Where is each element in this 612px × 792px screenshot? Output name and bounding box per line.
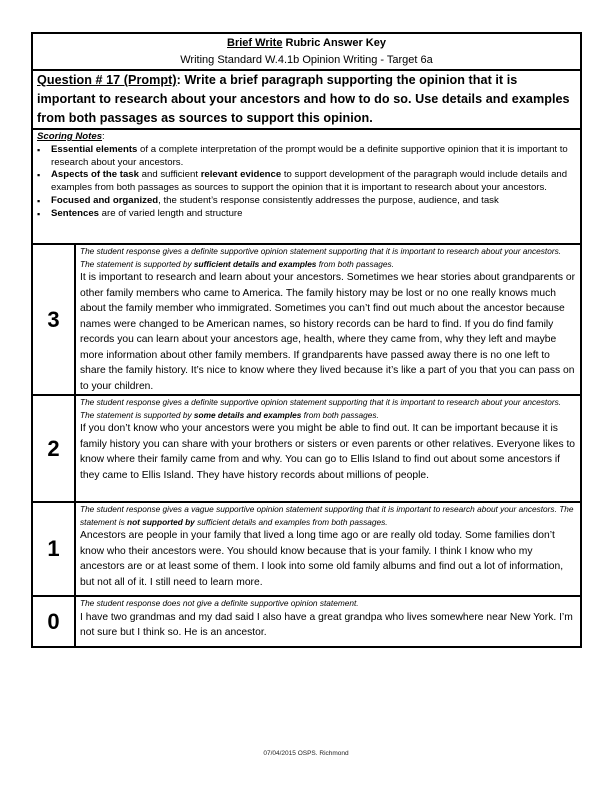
desc-text: The student response gives a definite supportive opinion statement supporting that it is important to research about your ancestors. The statement is supported by (80, 246, 562, 269)
desc-text: from both passages. (316, 258, 394, 269)
score-content (75, 395, 581, 502)
note-text: are of varied length and structure (99, 207, 243, 219)
note-text: and sufficient (138, 169, 201, 181)
desc-bold: sufficient details and examples (193, 258, 317, 269)
scoring-notes-title: Scoring Notes (37, 131, 103, 142)
page-title (37, 35, 576, 52)
score-description (80, 396, 576, 421)
sample-response: Ancestors are people in your family that lived a long time ago or are really old today. Some families don’t know who their ancestors were. You should know because that is your family. I think I know who my ancestors are or at least some of them. I look into some old family albums and find out a lot of information, but not all of it. I still need to learn more. (80, 530, 564, 588)
note-text: , the student’s response consistently addresses the purpose, audience, and task (158, 194, 499, 206)
desc-bold: some details and examples (193, 409, 302, 420)
note-bold: Focused and organized (51, 194, 159, 206)
score-value: 2 (32, 395, 75, 502)
page-footer: 07/04/2015 OSPS. Richmond (263, 750, 349, 757)
score-description (80, 503, 576, 528)
score-description (80, 245, 576, 270)
rubric-table (31, 32, 582, 648)
score-value: 1 (32, 502, 75, 596)
score-content (75, 502, 581, 596)
title-rest: Rubric Answer Key (282, 37, 386, 49)
note-item (37, 144, 576, 170)
desc-text: sufficient details and examples from both passages. (194, 516, 388, 527)
scoring-notes-list (37, 144, 576, 221)
score-row-3 (32, 244, 581, 395)
prompt-row (32, 70, 581, 129)
title-cell (32, 33, 581, 70)
note-item (37, 169, 576, 195)
note-text: to support development of the paragraph would include details and examples from both passages as sources to support the opinion that it is important to research about your ancestors. (51, 169, 568, 194)
scoring-notes-row (32, 129, 581, 244)
prompt-cell (32, 70, 581, 129)
sample-response: It is important to research and learn about your ancestors. Sometimes we hear stories about grandparents or other family members who came to America. The family history may be lost or no one really knows much about the family member who immigrated. Sometimes you can’t find out much about the ancestor because names were changed to be American names, so history records can be hard to find. If you do find family records you can learn about your ancestors age, health, where they came from, why they left and maybe more information about other family members. If grandparents have passed away there is no one left to share the family history. It’s nice to know where they lived because it’s like a part of you that you can pass on to your children. (80, 272, 576, 392)
desc-text: from both passages. (301, 409, 379, 420)
sample-response: I have two grandmas and my dad said I also have a great grandpa who lives somewhere near New York. I’m not sure but I think so. He is an ancestor. (80, 611, 573, 638)
page-subtitle: Writing Standard W.4.1b Opinion Writing - Target 6a (180, 54, 433, 66)
title-row (32, 33, 581, 70)
score-value: 0 (32, 596, 75, 647)
desc-text: The student response does not give a definite supportive opinion statement. (80, 598, 359, 608)
prompt-label: Question # 17 (Prompt) (37, 73, 177, 87)
desc-text: The student response gives a vague supportive opinion statement supporting that it is important to research about your ancestors. The statement is (80, 504, 574, 527)
score-content (75, 596, 581, 647)
desc-text: The student response gives a definite supportive opinion statement supporting that it is important to research about your ancestors. The statement is supported by (80, 397, 562, 420)
note-text: of a complete interpretation of the prompt would be a definite supportive opinion that it is important to research about your ancestors. (51, 143, 568, 168)
score-description (80, 597, 576, 610)
score-row-2 (32, 395, 581, 502)
sample-response: If you don’t know who your ancestors were you might be able to find out. It can be important because it is family history you can share with your brothers or sisters or even parents or other relatives. Everyone likes to know where their family came from and why. You can go to Ellis Island to find out about some ancestors if they came to Ellis Island. They have history records about millions of people. (80, 423, 576, 481)
note-item (37, 208, 576, 221)
score-row-0 (32, 596, 581, 647)
title-underlined: Brief Write (227, 37, 283, 49)
score-row-1 (32, 502, 581, 596)
score-content (75, 244, 581, 395)
prompt-text: : Write a brief paragraph supporting the opinion that it is important to research about your ancestors and how to do so. Use details and examples from both passages as sources to support this opinion. (37, 73, 570, 125)
scoring-notes-cell: Scoring Notes: ▪ Essential elements of a complete interpretation of the prompt would be a definite supportive opinion that it is important to research about your ancestors. ▪ Aspects of the task and sufficient relevant evidence to support development of the paragraph would include details and examples from both passages as sources to support the opinion that it is important to research about your ancestors. ▪ Focused and organized, the student’s response consistently addresses the purpose, audience, and task ▪ Sentences are of varied length and structure (32, 129, 581, 244)
note-bold: relevant evidence (200, 169, 282, 181)
score-value: 3 (32, 244, 75, 395)
note-bold: Sentences (51, 207, 99, 219)
desc-bold: not supported by (127, 516, 195, 527)
note-bold: Essential elements (51, 143, 138, 155)
note-bold: Aspects of the task (51, 169, 139, 181)
note-item (37, 195, 576, 208)
